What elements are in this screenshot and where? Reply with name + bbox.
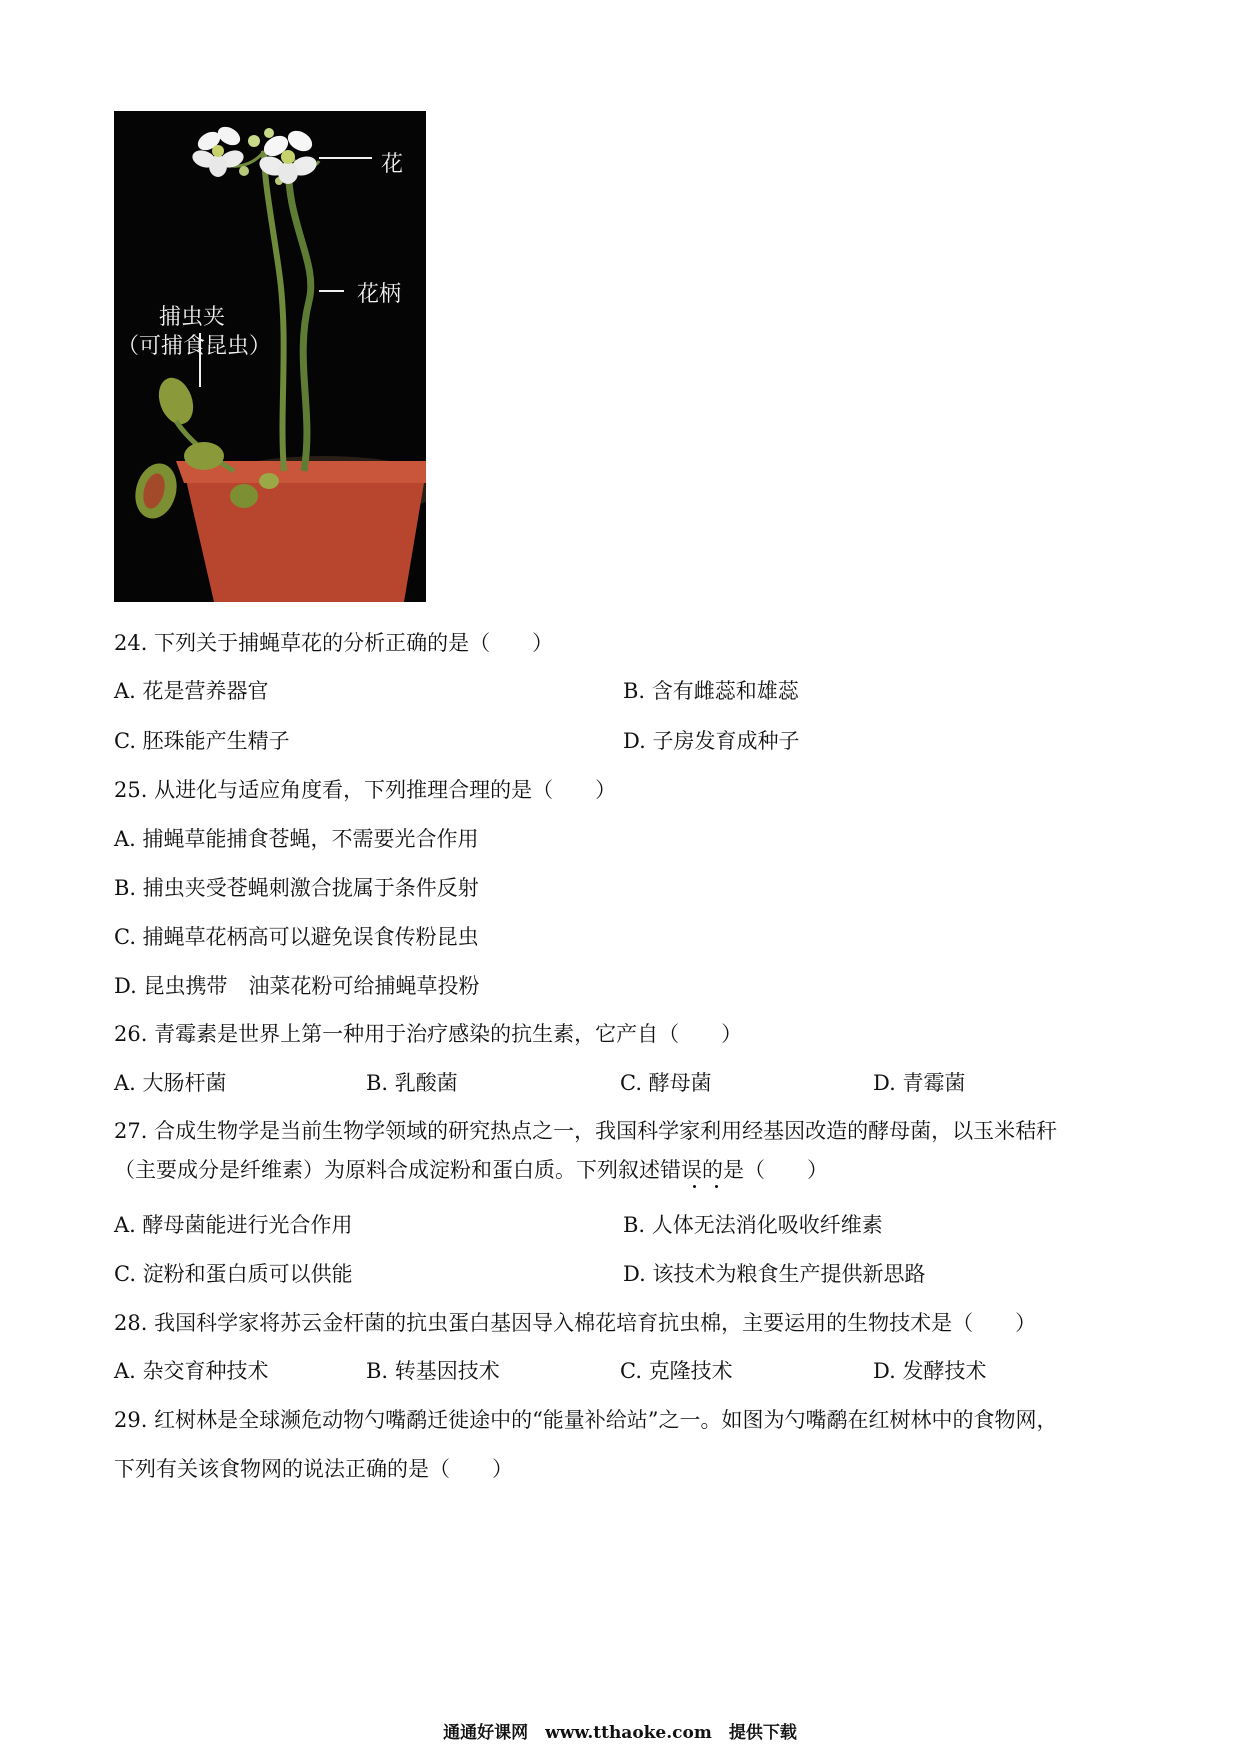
question-27-option-a: A. 酵母菌能进行光合作用 [114, 1213, 353, 1237]
question-25-option-b: B. 捕虫夹受苍蝇刺激合拢属于条件反射 [114, 876, 479, 900]
label-flower: 花 [381, 152, 404, 177]
question-29-stem-line1: 29. 红树林是全球濒危动物勺嘴鹬迁徙途中的“能量补给站”之一。如图为勺嘴鹬在红树林中的食物网， [114, 1408, 1058, 1432]
question-26-stem: 26. 青霉素是世界上第一种用于治疗感染的抗生素，它产自（ ） [114, 1022, 743, 1046]
question-26-option-a: A. 大肠杆菌 [114, 1071, 227, 1095]
question-24-stem: 24. 下列关于捕蝇草花的分析正确的是（ ） [114, 631, 554, 655]
question-25-option-d: D. 昆虫携带 油菜花粉可给捕蝇草投粉 [114, 974, 480, 998]
figure-venus-flytrap [114, 111, 426, 602]
question-27-stem-line1: 27. 合成生物学是当前生物学领域的研究热点之一，我国科学家利用经基因改造的酵母菌，以玉米秸秆 [114, 1119, 1058, 1143]
question-24-option-a: A. 花是营养器官 [114, 679, 269, 703]
stem-main [264, 151, 284, 471]
question-24-option-d: D. 子房发育成种子 [623, 729, 800, 753]
question-27-option-b: B. 人体无法消化吸收纤维素 [623, 1213, 883, 1237]
question-28-stem: 28. 我国科学家将苏云金杆菌的抗虫蛋白基因导入棉花培育抗虫棉，主要运用的生物技术是（ ） [114, 1311, 1037, 1335]
question-25-option-c: C. 捕蝇草花柄高可以避免误食传粉昆虫 [114, 925, 479, 949]
question-28-option-b: B. 转基因技术 [366, 1359, 500, 1383]
page-footer: 通通好课网 www.tthaoke.com 提供下载 [443, 1723, 797, 1743]
question-24-option-b: B. 含有雌蕊和雄蕊 [623, 679, 799, 703]
question-27-stem-line2: （主要成分是纤维素）为原料合成淀粉和蛋白质。下列叙述错误的是（ ） [114, 1158, 828, 1182]
question-25-option-a: A. 捕蝇草能捕食苍蝇，不需要光合作用 [114, 827, 479, 851]
label-trap: 捕虫夹 [159, 305, 226, 330]
question-28-option-c: C. 克隆技术 [620, 1359, 733, 1383]
flower-stalk [289, 156, 311, 471]
question-28-option-a: A. 杂交育种技术 [114, 1359, 269, 1383]
emphasis-dot [715, 1185, 718, 1188]
question-24-option-c: C. 胚珠能产生精子 [114, 729, 290, 753]
question-28-option-d: D. 发酵技术 [873, 1359, 987, 1383]
label-stalk: 花柄 [357, 282, 402, 307]
question-27-option-d: D. 该技术为粮食生产提供新思路 [623, 1262, 926, 1286]
emphasis-dot [693, 1185, 696, 1188]
pot [184, 471, 426, 602]
question-26-option-b: B. 乳酸菌 [366, 1071, 458, 1095]
question-26-option-c: C. 酵母菌 [620, 1071, 712, 1095]
label-trap-note: （可捕食昆虫） [117, 334, 272, 359]
question-27-option-c: C. 淀粉和蛋白质可以供能 [114, 1262, 353, 1286]
flower-left [190, 123, 246, 177]
question-29-stem-line2: 下列有关该食物网的说法正确的是（ ） [114, 1457, 513, 1481]
question-26-option-d: D. 青霉菌 [873, 1071, 966, 1095]
question-25-stem: 25. 从进化与适应角度看，下列推理合理的是（ ） [114, 778, 617, 802]
